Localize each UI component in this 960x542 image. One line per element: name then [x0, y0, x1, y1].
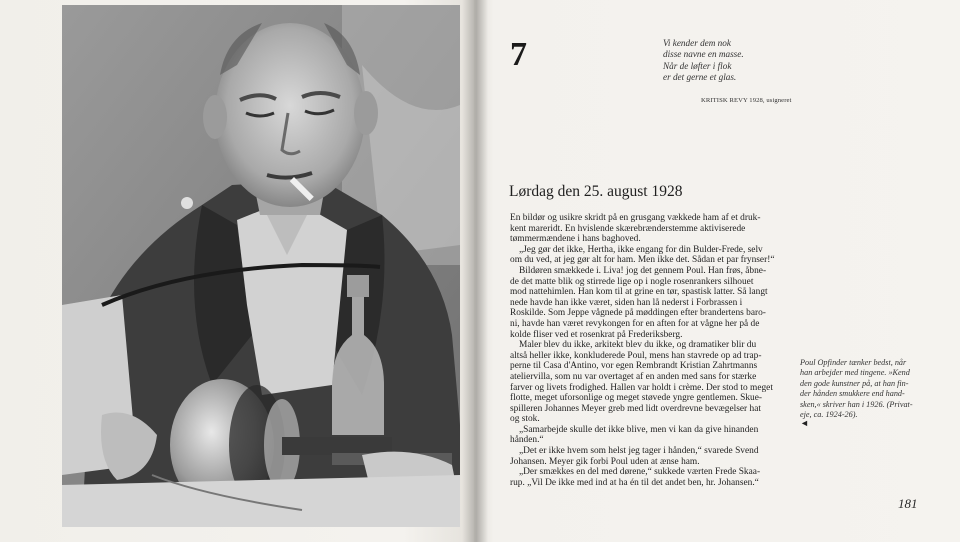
- epigraph-line: Når de løfter i flok: [663, 60, 732, 71]
- caption-line: han arbejder med tingene. »Kend: [800, 368, 910, 378]
- epigraph: [663, 38, 823, 84]
- body-line: nede havde han ikke været, siden han lå nederst i Forbrassen i: [510, 297, 743, 308]
- page-number: 181: [898, 496, 918, 511]
- body-line: „Der smækkes en del med dørene,“ sukkede værten Frede Skaa-: [519, 467, 761, 478]
- body-line: Bildøren smækkede i. Liva! jog det gennem Poul. Han frøs, åbne-: [519, 265, 767, 276]
- book-gutter: [462, 0, 488, 542]
- section-title: Lørdag den 25. august 1928: [509, 183, 683, 200]
- caption-line: der hånden smukkere end hand-: [800, 389, 905, 399]
- body-line: rup. „Vil De ikke med ind at ha én til det andet ben, hr. Johansen.“: [510, 477, 759, 488]
- body-line: kolde fliser ved et rosenkrat på Frederiksberg.: [510, 329, 683, 340]
- body-line: ni, havde han været revykongen for en aften for at vågne her på de: [510, 318, 760, 329]
- body-line: Maler blev du ikke, arkitekt blev du ikke, og dramatiker blir du: [519, 340, 757, 351]
- body-text: [510, 213, 791, 488]
- caption-line: den gode kunstner på, at han fin-: [800, 378, 909, 388]
- body-line: mod nattehimlen. Han kom til at grine en tør, spastisk latter. Så langt: [510, 287, 768, 298]
- photo-caption: [800, 358, 930, 420]
- body-line: Roskilde. Som Jeppe vågnede på møddingen efter brandertens baro-: [510, 308, 766, 319]
- epigraph-line: er det gerne et glas.: [663, 72, 737, 83]
- body-line: farver og livets frodighed. Hallen var holdt i crème. Der stod to meget: [510, 382, 773, 393]
- body-line: tømmermændene i hans baghoved.: [510, 234, 641, 245]
- body-line: „Jeg gør det ikke, Hertha, ikke engang for din Bulder-Frede, selv: [519, 244, 763, 255]
- caption-line: Poul Opfinder tænker bedst, når: [800, 358, 907, 367]
- photograph-illustration: [62, 5, 460, 527]
- photograph: [62, 5, 460, 527]
- body-line: „Samarbejde skulle det ikke blive, men vi kan da give hinanden: [519, 424, 759, 435]
- body-line: altså heller ikke, konkluderede Poul, mens han stavrede op ad trap-: [510, 350, 762, 361]
- caption-arrow-icon: ◄: [800, 418, 809, 428]
- body-line: ateliervilla, som nu var overtaget af en anden med sans for stærke: [510, 371, 757, 382]
- body-line: om du ved, at jeg gør alt for ham. Men ikke det. Sådan et par frynser!“: [510, 255, 775, 266]
- epigraph-line: Vi kender dem nok: [663, 38, 731, 48]
- body-line: de det matte blik og stirrede lige op i nogle rosenrankers silhouet: [510, 276, 754, 287]
- body-line: spilleren Johannes Meyer greb med lidt overdrevne bevægelser hat: [510, 403, 761, 414]
- epigraph-source: KRITISK REVY 1928, usigneret: [701, 97, 792, 104]
- body-line: hånden.“: [510, 435, 544, 446]
- body-line: perne til Casa d'Antino, vor egen Rembrandt Kristian Zahrtmanns: [510, 361, 758, 372]
- caption-line: eje, ca. 1924-26).: [800, 410, 858, 420]
- epigraph-line: disse navne en masse.: [663, 49, 744, 60]
- body-line: og stok.: [510, 414, 540, 425]
- chapter-number: 7: [510, 36, 527, 73]
- body-line: „Det er ikke hvem som helst jeg tager i hånden,“ svarede Svend: [519, 446, 759, 457]
- body-line: flotte, meget uforsonlige og meget støvede yngre gentlemen. Skue-: [510, 393, 763, 404]
- body-line: kent mareridt. En hvislende skærebrænderstemme aktiviserede: [510, 223, 746, 234]
- caption-line: sken,« skriver han i 1926. (Privat-: [800, 399, 913, 409]
- body-line: En bildør og usikre skridt på en grusgang vækkede ham af et druk-: [510, 213, 761, 223]
- body-line: Johansen. Meyer gik forbi Poul uden at ænse ham.: [510, 456, 700, 467]
